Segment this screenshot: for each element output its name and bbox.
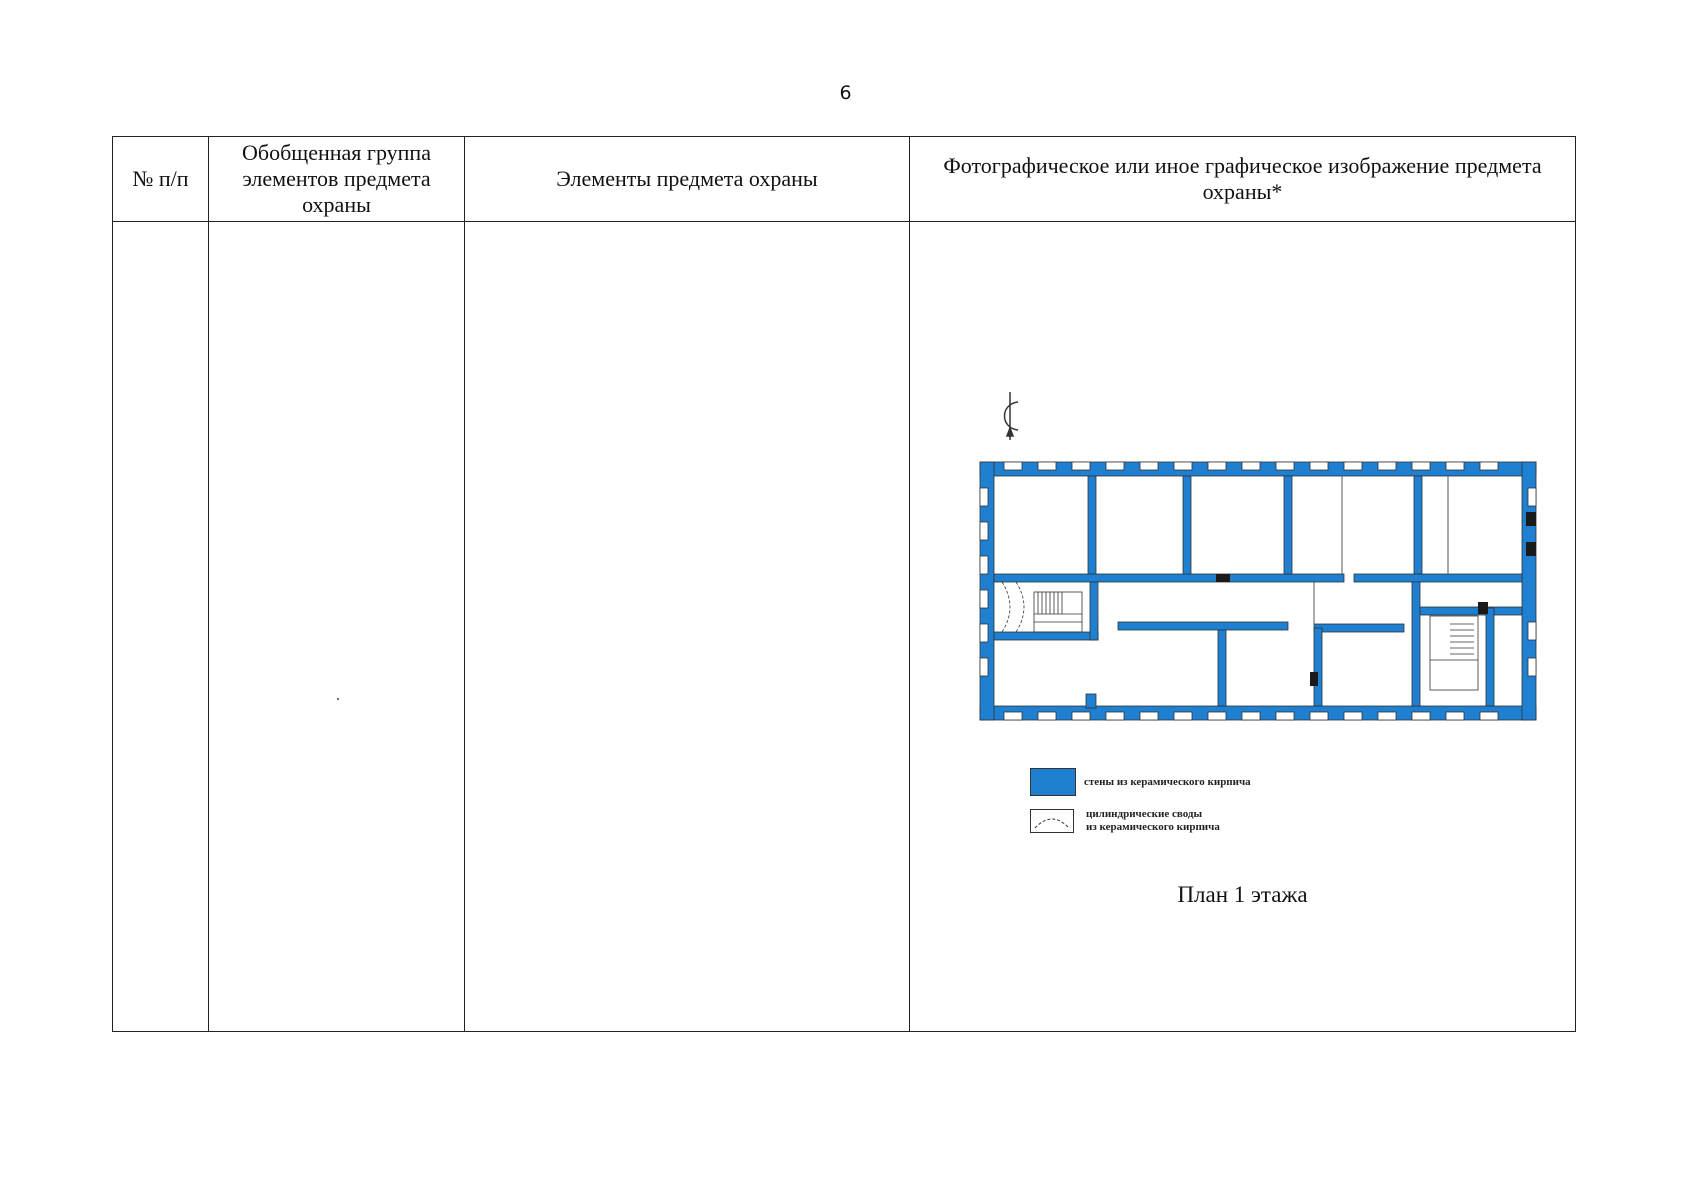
north-arrow-icon: [1005, 392, 1019, 440]
legend-vaults-line2: из керамического кирпича: [1086, 821, 1220, 834]
table-row: [113, 222, 1576, 1032]
legend-brick-label: стены из керамического кирпича: [1084, 776, 1251, 788]
plan-legend: [1030, 768, 1251, 846]
legend-brick-swatch: [1030, 768, 1076, 796]
floor-plan-drawing: [978, 392, 1538, 762]
table-header-row: [113, 137, 1576, 222]
legend-vaults-line1: цилиндрические своды: [1086, 808, 1203, 820]
scan-dot: [337, 698, 339, 700]
cell-elements: [465, 222, 910, 1032]
legend-item-vaults: [1030, 808, 1251, 834]
cell-image: [910, 222, 1576, 1032]
header-num: № п/п: [113, 137, 209, 222]
legend-vault-swatch: [1030, 809, 1074, 833]
staircase-right: [1430, 616, 1478, 690]
cell-num: [113, 222, 209, 1032]
building-walls: [980, 462, 1536, 720]
header-image: Фотографическое или иное графическое изображение предмета охраны*: [910, 137, 1576, 222]
page-number: 6: [839, 82, 852, 104]
header-elements: Элементы предмета охраны: [465, 137, 910, 222]
cell-group: [209, 222, 465, 1032]
plan-caption: План 1 этажа: [1177, 882, 1308, 907]
legend-item-brick: [1030, 768, 1251, 796]
protection-subject-table: [112, 136, 1576, 1032]
header-group: Обобщенная группа элементов предмета охраны: [209, 137, 465, 222]
staircase-left: [1034, 592, 1082, 632]
